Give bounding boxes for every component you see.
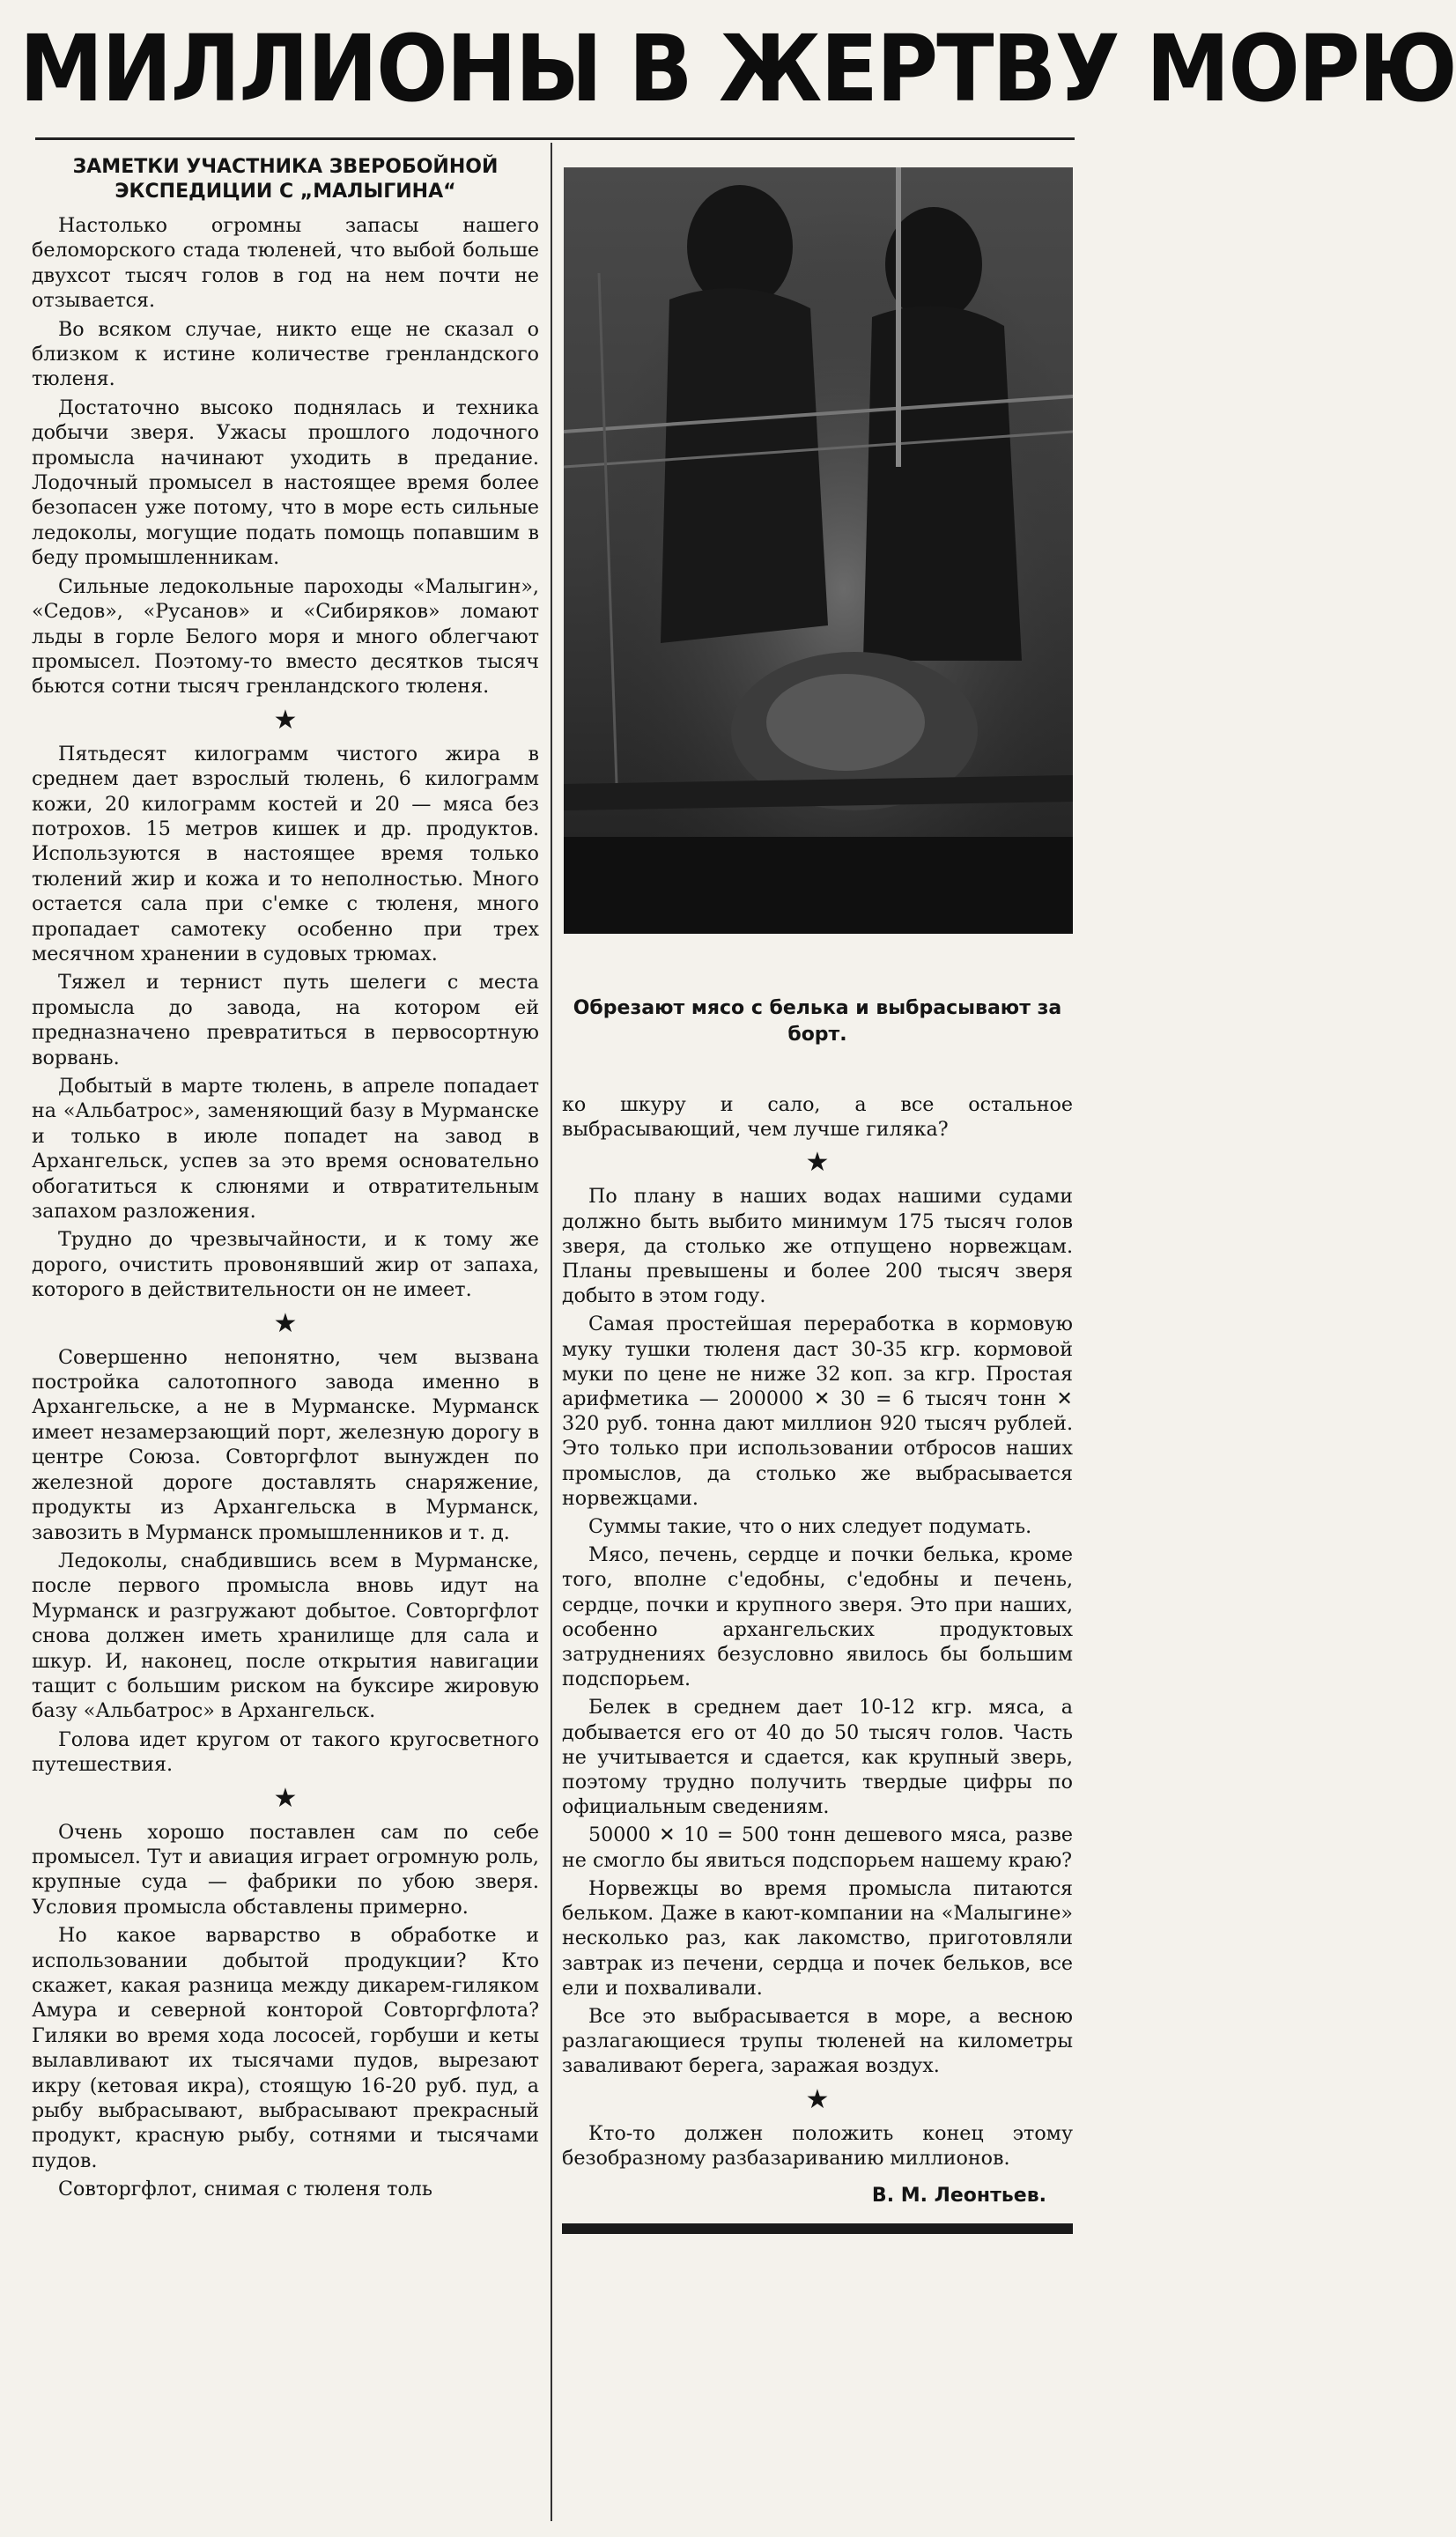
star-divider-icon: ★ xyxy=(805,2083,830,2115)
right-column xyxy=(562,1092,1073,2537)
photo-image xyxy=(564,167,1073,934)
photo-caption: Обрезают мясо с белька и выбрасывают за борт. xyxy=(573,997,1062,1046)
paragraph: Сильные ледокольные пароходы «Малыгин», «Седов», «Русанов» и «Сибиряков» ломают льды в горле Белого моря и много облегчают промысел. Поэтому-то вместо десятков тысяч бьются сотни тысяч гренландского тюленя. xyxy=(32,574,539,699)
paragraph: Совторгфлот, снимая с тюленя толь xyxy=(58,2178,432,2201)
bottom-rule xyxy=(562,2223,1073,2234)
paragraph: Настолько огромны запасы нашего беломорского стада тюленей, что выбой больше двухсот тысяч голов в год на нем почти не отзывается. xyxy=(32,214,539,313)
star-divider-icon: ★ xyxy=(273,1307,298,1339)
subheading: ЗАМЕТКИ УЧАСТНИКА ЗВЕРОБОЙНОЙ ЭКСПЕДИЦИИ С „МАЛЫГИНА“ xyxy=(72,156,499,203)
paragraph: По плану в наших водах нашими судами должно быть выбито минимум 175 тысяч голов зверя, да столько же отпущено норвежцам. Планы превышены и более 200 тысяч зверя добыто в этом году. xyxy=(562,1185,1073,1308)
author-byline: В. М. Леонтьев. xyxy=(871,2184,1046,2207)
paragraph: Самая простейшая переработка в кормовую муку тушки тюленя даст 30-35 кгр. кормовой муки по цене не ниже 32 коп. за кгр. Простая арифметика — 200000 ✕ 30 = 6 тысяч тонн ✕ 320 руб. тонна дают миллион 920 тысяч рублей. Это только при использовании отбросов наших промыслов, да столько же выбрасывается норвежцами. xyxy=(562,1313,1073,1510)
paragraph: Совершенно непонятно, чем вызвана постройка салотопного завода именно в Архангельске, а не в Мурманске. Мурманск имеет незамерзающий порт, железную дорогу в центре Союза. Совторгфлот вынужден по железной дороге доставлять снаряжение, продукты из Архангельска в Мурманск, завозить в Мурманск промышленников и т. д. xyxy=(32,1345,539,1544)
column-divider xyxy=(551,143,552,2521)
paragraph: Белек в среднем дает 10-12 кгр. мяса, а добывается его от 40 до 50 тысяч голов. Часть не учитывается и сдается, как крупный зверь, поэтому трудно получить твердые цифры по официальным сведениям. xyxy=(562,1696,1073,1819)
paragraph: 50000 ✕ 10 = 500 тонн дешевого мяса, разве не смогло бы явиться подспорьем нашему краю? xyxy=(562,1823,1073,1872)
paragraph: Кто-то должен положить конец этому безобразному разбазариванию миллионов. xyxy=(562,2121,1073,2170)
headline: МИЛЛИОНЫ В ЖЕРТВУ МОРЮ xyxy=(19,15,1456,122)
photo xyxy=(564,167,1073,934)
star-divider-icon: ★ xyxy=(273,1782,298,1814)
left-column xyxy=(32,143,539,2530)
star-divider-icon: ★ xyxy=(805,1147,830,1179)
paragraph: Пятьдесят килограмм чистого жира в среднем дает взрослый тюлень, 6 килограмм кожи, 20 килограмм костей и 20 — мяса без потрохов. 15 метров кишек и др. продуктов. Используются в настоящее время только тюлений жир и кожа и то неполностью. Много остается сала при с'емке с тюленя, много пропадает самотеку особенно при трех месячном хранении в судовых трюмах. xyxy=(32,742,539,965)
paragraph: ко шкуру и сало, а все остальное выбрасывающий, чем лучше гиляка? xyxy=(562,1093,1073,1142)
paragraph: Во всяком случае, никто еще не сказал о близком к истине количестве гренландского тюленя. xyxy=(32,317,539,391)
paragraph: Норвежцы во время промысла питаются бельком. Даже в кают-компании на «Малыгине» несколько раз, как лакомство, приготовляли завтрак из печени, сердца и почек бельков, все ели и похваливали. xyxy=(562,1876,1073,2000)
paragraph: Добытый в марте тюлень, в апреле попадает на «Альбатрос», заменяющий базу в Мурманске и только в июле попадет на завод в Архангельск, успев за это время основательно обогатиться к слюнями и отвратительным запахом разложения. xyxy=(32,1075,539,1224)
paragraph: Мясо, печень, сердце и почки белька, кроме того, вполне с'едобны, с'едобны и печень, сердце, почки и крупного зверя. Это при наших, особенно архангельских продуктовых затруднениях безусловно явилось бы большим подспорьем. xyxy=(562,1543,1073,1691)
paragraph: Трудно до чрезвычайности, и к тому же дорого, очистить провонявший жир от запаха, которого в действительности он не имеет. xyxy=(32,1228,539,1302)
paragraph: Достаточно высоко поднялась и техника добычи зверя. Ужасы прошлого лодочного промысла начинают уходить в предание. Лодочный промысел в настоящее время более безопасен уже потому, что в море есть сильные ледоколы, могущие подать помощь попавшим в беду промышленникам. xyxy=(32,396,539,570)
paragraph: Ледоколы, снабдившись всем в Мурманске, после первого промысла вновь идут на Мурманск и разгружают добытое. Совторгфлот снова должен иметь хранилище для сала и шкур. И, наконец, после открытия навигации тащит с большим риском на буксире жировую базу «Альбатрос» в Архангельск. xyxy=(32,1549,539,1723)
paragraph: Очень хорошо поставлен сам по себе промысел. Тут и авиация играет огромную роль, крупные суда — фабрики по убою зверя. Условия промысла обставлены примерно. xyxy=(32,1820,539,1919)
paragraph: Тяжел и тернист путь шелеги с места промысла до завода, на котором ей предназначено превратиться в первосортную ворвань. xyxy=(32,971,539,1069)
top-rule xyxy=(35,137,1075,140)
paragraph: Суммы такие, что о них следует подумать. xyxy=(588,1515,1032,1539)
paragraph: Голова идет кругом от такого кругосветного путешествия. xyxy=(32,1727,539,1777)
paragraph: Но какое варварство в обработке и использовании добытой продукции? Кто скажет, какая разница между дикарем-гиляком Амура и северной конторой Совторгфлота? Гиляки во время хода лососей, горбуши и кеты вылавливают их тысячами пудов, вырезают икру (кетовая икра), стоящую 16-20 руб. пуд, а рыбу выбрасывают, выбрасывают прекрасный продукт, красную рыбу, сотнями и тысячами пудов. xyxy=(32,1924,539,2172)
paragraph: Все это выбрасывается в море, а весною разлагающиеся трупы тюленей на километры заваливают берега, заражая воздух. xyxy=(562,2004,1073,2078)
star-divider-icon: ★ xyxy=(273,704,298,736)
